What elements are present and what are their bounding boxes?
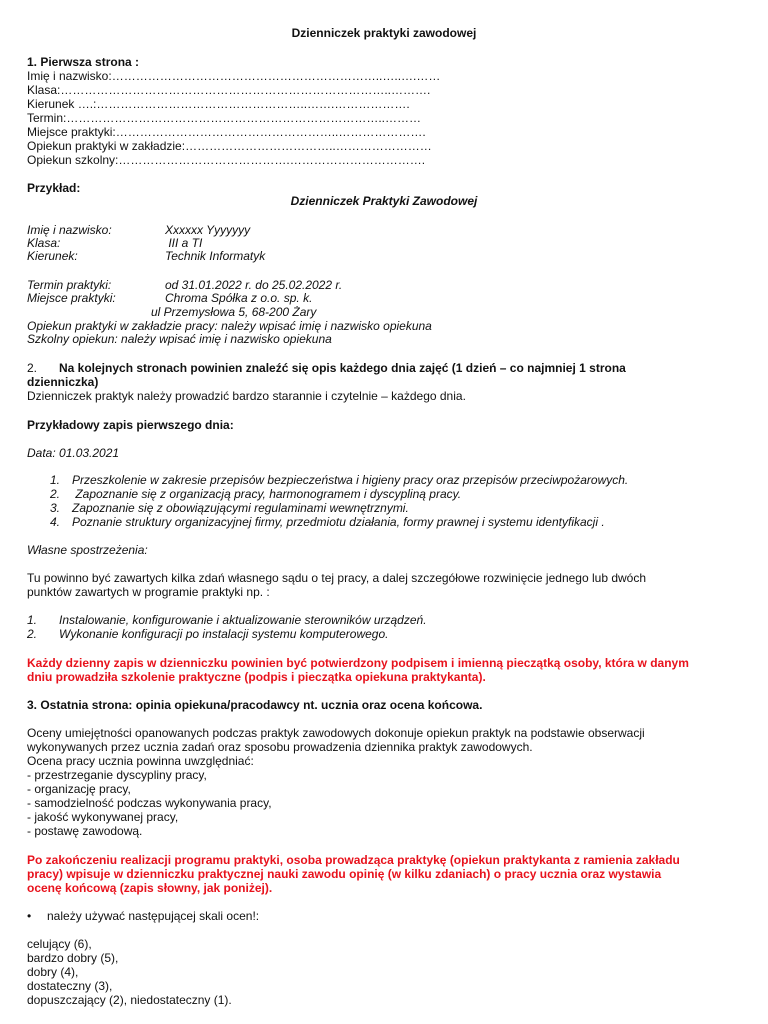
own-observations-label: Własne spostrzeżenia: bbox=[27, 543, 148, 557]
example-row bbox=[27, 278, 342, 292]
grade-item: celujący (6), bbox=[27, 937, 92, 951]
list-text: Zapoznanie się z organizacją pracy, harmonogramem i dyscypliną pracy. bbox=[72, 487, 462, 501]
criteria-item: - postawę zawodową. bbox=[27, 824, 143, 838]
criteria-item: - przestrzeganie dyscypliny pracy, bbox=[27, 768, 207, 782]
daily-entry-notice: dniu prowadziła szkolenie praktyczne (podpis i pieczątka opiekuna praktykanta). bbox=[27, 670, 486, 684]
list-item bbox=[27, 627, 389, 641]
example-row bbox=[27, 249, 265, 263]
example-value: Xxxxxx Yyyyyyy bbox=[165, 223, 251, 237]
example-label: Kierunek: bbox=[27, 249, 78, 263]
grading-scale-line bbox=[27, 909, 259, 923]
list-number: 1. bbox=[27, 613, 38, 627]
section-3-paragraph: wykonywanych przez ucznia zadań oraz sposobu prowadzenia dziennika praktyk zawodowych. bbox=[27, 740, 533, 754]
example-value: Technik Informatyk bbox=[165, 249, 266, 263]
section-2-heading-text: Na kolejnych stronach powinien znaleźć się opis każdego dnia zajęć (1 dzień – co najmniej 1 strona bbox=[59, 361, 626, 375]
example-label: Imię i nazwisko: bbox=[27, 223, 112, 237]
list-item bbox=[50, 515, 605, 529]
criteria-item: - organizację pracy, bbox=[27, 782, 131, 796]
section-2-heading bbox=[27, 361, 626, 375]
grade-item: dobry (4), bbox=[27, 965, 79, 979]
grading-scale-text: należy używać następującej skali ocen!: bbox=[47, 909, 260, 923]
example-label: Miejsce praktyki: bbox=[27, 291, 116, 305]
list-item bbox=[50, 473, 628, 487]
own-observations-text: Tu powinno być zawartych kilka zdań własnego sądu o tej pracy, a dalej szczegółowe rozwinięcie jednego lub dwóch bbox=[27, 571, 647, 585]
list-text: Instalowanie, konfigurowanie i aktualizowanie sterowników urządzeń. bbox=[59, 613, 427, 627]
example-date: Data: 01.03.2021 bbox=[27, 446, 120, 460]
list-text: Zapoznanie się z obowiązującymi regulaminami wewnętrznymi. bbox=[72, 501, 409, 515]
list-number: 3. bbox=[50, 501, 61, 515]
bullet-icon: • bbox=[27, 909, 32, 923]
field-class: Klasa:………………………………………………………………………..………. bbox=[27, 83, 431, 97]
example-row bbox=[27, 305, 316, 319]
own-observations-text: punktów zawartych w programie praktyki np. : bbox=[27, 585, 270, 599]
example-value: od 31.01.2022 r. do 25.02.2022 r. bbox=[165, 278, 343, 292]
field-direction: Kierunek ….:……………………………………………..…….………………. bbox=[27, 97, 410, 111]
field-school-tutor: Opiekun szkolny:…………………………………….……………………………. bbox=[27, 153, 426, 167]
example-school-tutor: Szkolny opiekun: należy wpisać imię i nazwisko opiekuna bbox=[27, 332, 332, 346]
section-2-text: Dzienniczek praktyk należy prowadzić bardzo starannie i czytelnie – każdego dnia. bbox=[27, 389, 466, 403]
criteria-item: - samodzielność podczas wykonywania pracy, bbox=[27, 796, 272, 810]
grade-item: dopuszczający (2), niedostateczny (1). bbox=[27, 993, 232, 1007]
section-2-heading-cont: dzienniczka) bbox=[27, 375, 99, 389]
example-value: ul Przemysłowa 5, 68-200 Żary bbox=[151, 305, 317, 319]
example-day-heading: Przykładowy zapis pierwszego dnia: bbox=[27, 418, 234, 432]
example-heading: Przykład: bbox=[27, 181, 81, 195]
field-term: Termin:……………………………………………………………………..……… bbox=[27, 111, 422, 125]
criteria-item: - jakość wykonywanej pracy, bbox=[27, 810, 179, 824]
section-2-number: 2. bbox=[27, 361, 38, 375]
final-opinion-notice: pracy) wpisuje w dzienniczku praktycznej nauki zawodu opinię (w kilku zdaniach) o pracy ucznia oraz wystawia bbox=[27, 867, 662, 881]
final-opinion-notice: Po zakończeniu realizacji programu praktyki, osoba prowadząca praktykę (opiekun praktykanta z ramienia zakładu bbox=[27, 853, 680, 867]
section-3-paragraph: Oceny umiejętności opanowanych podczas praktyk zawodowych dokonuje opiekun praktyk na podstawie obserwacji bbox=[27, 726, 645, 740]
field-name: Imię i nazwisko:…………………………………………………………..…..….…… bbox=[27, 69, 441, 83]
grade-item: dostateczny (3), bbox=[27, 979, 113, 993]
list-item bbox=[50, 501, 409, 515]
example-value: Chroma Spółka z o.o. sp. k. bbox=[165, 291, 313, 305]
example-row bbox=[27, 223, 250, 237]
list-item bbox=[50, 487, 461, 501]
daily-entry-notice: Każdy dzienny zapis w dzienniczku powinien być potwierdzony podpisem i imienną pieczątką osoby, która w danym bbox=[27, 656, 689, 670]
list-number: 2. bbox=[50, 487, 61, 501]
example-value: III a TI bbox=[165, 236, 203, 250]
example-company-tutor: Opiekun praktyki w zakładzie pracy: należy wpisać imię i nazwisko opiekuna bbox=[27, 319, 432, 333]
final-opinion-notice: ocenę końcową (zapis słowny, jak poniżej). bbox=[27, 881, 273, 895]
example-row bbox=[27, 291, 312, 305]
field-place: Miejsce praktyki:………………………………………………..…………………. bbox=[27, 125, 426, 139]
list-text: Przeszkolenie w zakresie przepisów bezpieczeństwa i higieny pracy oraz przepisów przeciwpożarowych. bbox=[72, 473, 629, 487]
section-3-heading: 3. Ostatnia strona: opinia opiekuna/pracodawcy nt. ucznia oraz ocena końcowa. bbox=[27, 698, 483, 712]
example-row bbox=[27, 236, 202, 250]
section-1-heading: 1. Pierwsza strona : bbox=[27, 55, 140, 69]
list-text: Wykonanie konfiguracji po instalacji systemu komputerowego. bbox=[59, 627, 389, 641]
field-company-tutor: Opiekun praktyki w zakładzie:………………………………..…………………… bbox=[27, 139, 432, 153]
example-label: Termin praktyki: bbox=[27, 278, 112, 292]
example-label: Klasa: bbox=[27, 236, 61, 250]
list-text: Poznanie struktury organizacyjnej firmy, przedmiotu działania, formy prawnej i systemu identyfikacji . bbox=[72, 515, 605, 529]
list-number: 4. bbox=[50, 515, 61, 529]
example-title: Dzienniczek Praktyki Zawodowej bbox=[290, 194, 478, 208]
document-title: Dzienniczek praktyki zawodowej bbox=[291, 26, 477, 40]
list-number: 1. bbox=[50, 473, 61, 487]
list-number: 2. bbox=[27, 627, 38, 641]
list-item bbox=[27, 613, 427, 627]
grade-item: bardzo dobry (5), bbox=[27, 951, 119, 965]
section-3-paragraph: Ocena pracy ucznia powinna uwzględniać: bbox=[27, 754, 254, 768]
